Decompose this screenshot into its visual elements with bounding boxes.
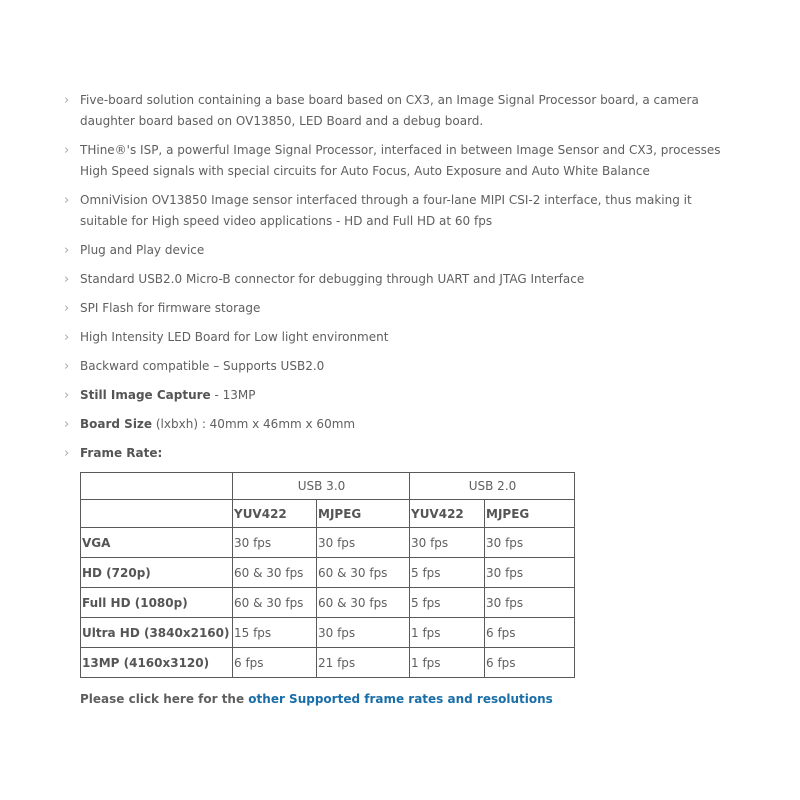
table-cell: 30 fps bbox=[317, 528, 410, 558]
table-corner-cell bbox=[81, 473, 233, 500]
row-label-cell: HD (720p) bbox=[81, 558, 233, 588]
subheader-cell: MJPEG bbox=[485, 500, 575, 528]
table-row bbox=[81, 648, 575, 678]
table-subheader-row bbox=[81, 500, 575, 528]
feature-item bbox=[62, 327, 742, 348]
table-cell: 6 fps bbox=[485, 648, 575, 678]
chevron-right-icon: › bbox=[64, 272, 70, 287]
feature-list bbox=[62, 90, 742, 472]
table-header-row bbox=[81, 473, 575, 500]
usb2-group-header: USB 2.0 bbox=[410, 473, 575, 500]
row-label-cell: 13MP (4160x3120) bbox=[81, 648, 233, 678]
feature-item bbox=[62, 140, 742, 182]
feature-text: OmniVision OV13850 Image sensor interfaced through a four-lane MIPI CSI-2 interface, thus making it suitable for High speed video applications - HD and Full HD at 60 fps bbox=[80, 193, 692, 228]
subheader-cell: YUV422 bbox=[410, 500, 485, 528]
table-cell: 6 fps bbox=[233, 648, 317, 678]
table-cell: 30 fps bbox=[317, 618, 410, 648]
table-cell: 60 & 30 fps bbox=[233, 588, 317, 618]
table-cell: 1 fps bbox=[410, 648, 485, 678]
feature-text: Five-board solution containing a base board based on CX3, an Image Signal Processor board, a camera daughter board based on OV13850, LED Board and a debug board. bbox=[80, 93, 699, 128]
table-cell: 30 fps bbox=[233, 528, 317, 558]
subheader-cell: YUV422 bbox=[233, 500, 317, 528]
chevron-right-icon: › bbox=[64, 143, 70, 158]
feature-text: SPI Flash for firmware storage bbox=[80, 301, 261, 315]
feature-bold-label: Board Size bbox=[80, 417, 153, 431]
feature-item bbox=[62, 414, 742, 435]
supported-rates-note bbox=[80, 692, 553, 706]
chevron-right-icon: › bbox=[64, 93, 70, 108]
feature-item bbox=[62, 356, 742, 377]
chevron-right-icon: › bbox=[64, 417, 70, 432]
table-cell: 5 fps bbox=[410, 558, 485, 588]
feature-text: Backward compatible – Supports USB2.0 bbox=[80, 359, 325, 373]
table-cell: 30 fps bbox=[485, 528, 575, 558]
table-row bbox=[81, 618, 575, 648]
subheader-cell: MJPEG bbox=[317, 500, 410, 528]
feature-item bbox=[62, 385, 742, 406]
feature-bold-label: Frame Rate: bbox=[80, 446, 163, 460]
table-cell: 6 fps bbox=[485, 618, 575, 648]
feature-text: High Intensity LED Board for Low light environment bbox=[80, 330, 389, 344]
row-label-cell: Ultra HD (3840x2160) bbox=[81, 618, 233, 648]
supported-frame-rates-link[interactable]: other Supported frame rates and resolutions bbox=[248, 692, 553, 706]
chevron-right-icon: › bbox=[64, 359, 70, 374]
feature-item bbox=[62, 298, 742, 319]
table-cell: 60 & 30 fps bbox=[233, 558, 317, 588]
feature-item bbox=[62, 240, 742, 261]
table-cell: 1 fps bbox=[410, 618, 485, 648]
table-cell: 30 fps bbox=[485, 558, 575, 588]
table-cell: 5 fps bbox=[410, 588, 485, 618]
table-cell: 15 fps bbox=[233, 618, 317, 648]
chevron-right-icon: › bbox=[64, 446, 70, 461]
table-cell: 30 fps bbox=[485, 588, 575, 618]
feature-text: (lxbxh) : 40mm x 46mm x 60mm bbox=[152, 417, 356, 431]
row-label-cell: VGA bbox=[81, 528, 233, 558]
feature-item bbox=[62, 90, 742, 132]
table-cell: 30 fps bbox=[410, 528, 485, 558]
table-cell: 60 & 30 fps bbox=[317, 588, 410, 618]
table-cell: 60 & 30 fps bbox=[317, 558, 410, 588]
feature-text: - 13MP bbox=[210, 388, 256, 402]
table-cell: 21 fps bbox=[317, 648, 410, 678]
table-row bbox=[81, 528, 575, 558]
feature-item bbox=[62, 190, 742, 232]
feature-text: Standard USB2.0 Micro-B connector for debugging through UART and JTAG Interface bbox=[80, 272, 585, 286]
chevron-right-icon: › bbox=[64, 193, 70, 208]
frame-rate-table bbox=[80, 472, 575, 678]
feature-text: Plug and Play device bbox=[80, 243, 205, 257]
row-label-cell: Full HD (1080p) bbox=[81, 588, 233, 618]
chevron-right-icon: › bbox=[64, 388, 70, 403]
note-prefix: Please click here for the bbox=[80, 692, 249, 706]
table-empty-cell bbox=[81, 500, 233, 528]
chevron-right-icon: › bbox=[64, 301, 70, 316]
table-row bbox=[81, 588, 575, 618]
feature-item bbox=[62, 269, 742, 290]
usb3-group-header: USB 3.0 bbox=[233, 473, 410, 500]
chevron-right-icon: › bbox=[64, 243, 70, 258]
feature-text: THine®'s ISP, a powerful Image Signal Processor, interfaced in between Image Sensor and CX3, processes High Speed signals with special circuits for Auto Focus, Auto Exposure and Auto White Balance bbox=[80, 143, 721, 178]
chevron-right-icon: › bbox=[64, 330, 70, 345]
feature-bold-label: Still Image Capture bbox=[80, 388, 211, 402]
table-row bbox=[81, 558, 575, 588]
feature-item bbox=[62, 443, 742, 464]
